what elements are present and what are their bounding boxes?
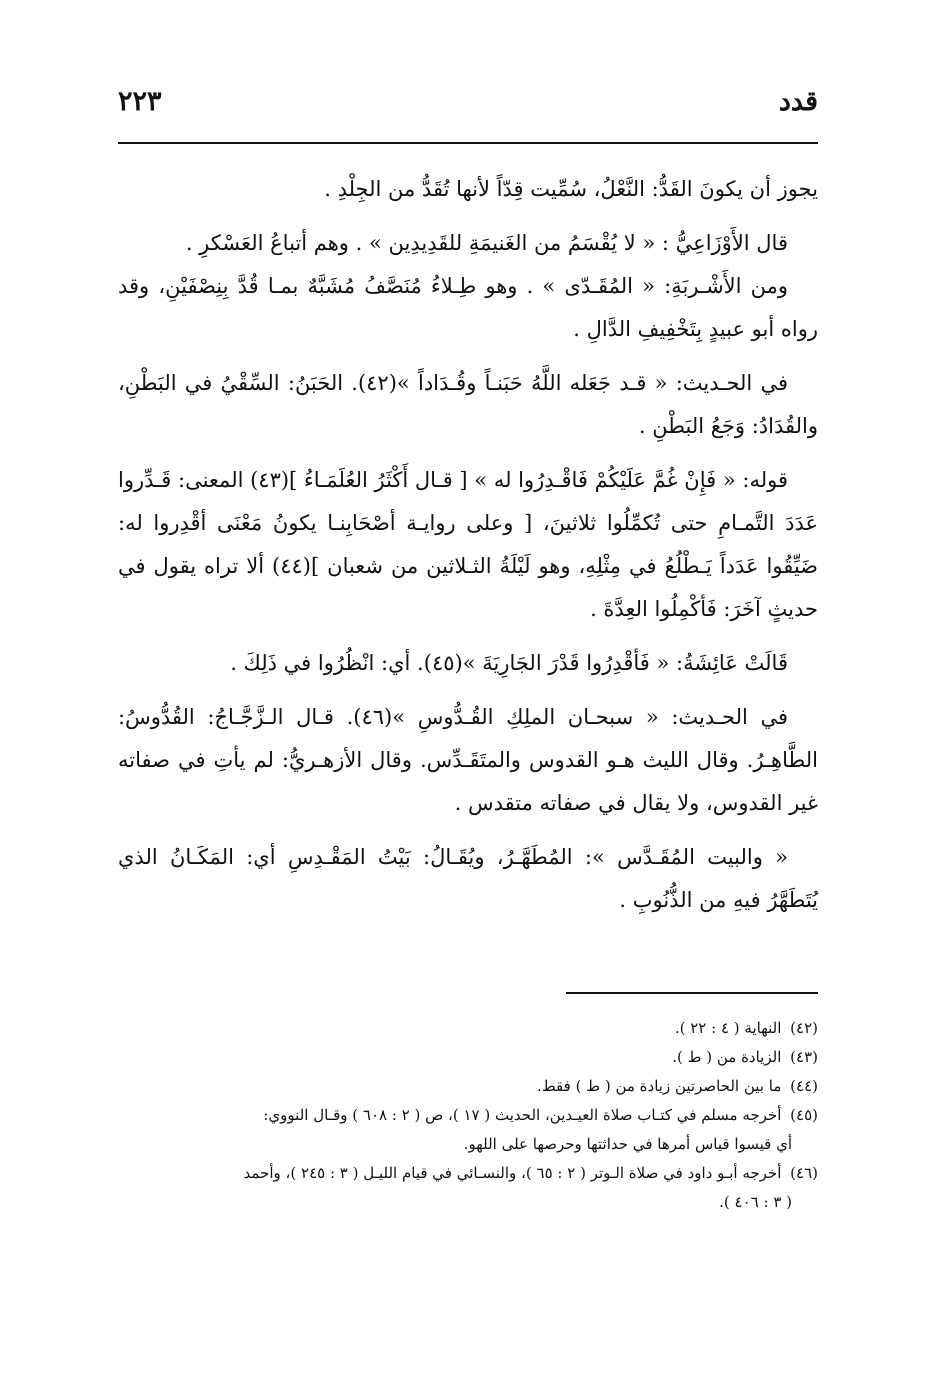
footnote [118,1101,818,1130]
main-text [118,168,818,933]
paragraph: قال الأَوْزَاعِيُّ : « لا يُقْسَمُ من الغَنيمَةِ للقَدِيدِين » . وهم أتباعُ العَسْكرِ . [185,231,788,255]
footnote-number: (٤٥) [790,1106,818,1124]
footnote-number: (٤٦) [790,1164,818,1182]
header-rule [118,142,818,144]
paragraph: قَالَتْ عَائِشَةُ: « فَأقْدِرُوا قَدْرَ الجَارِيَةَ »(٤٥). أي: انْظُرُوا في ذَلِكَ . [230,651,788,675]
footnote-text: أخرجه مسلم في كتـاب صلاة العيـدين، الحديث ( ١٧ )، ص ( ٢ : ٦٠٨ ) وقـال النووي: [263,1106,782,1124]
footnote-number: (٤٢) [790,1019,818,1037]
page-number: ٢٢٣ [118,86,162,117]
footnote [118,1043,818,1072]
footnote [118,1072,818,1101]
paragraph: « والبيت المُقَـدَّس »: المُطَهَّـرُ، ويُقَـالُ: بَيْتُ المَقْـدِسِ أي: المَكَـانُ الذي يُتَطَهَّرُ فيهِ من الذُّنُوبِ . [118,845,818,912]
footnote-number: (٤٤) [790,1077,818,1095]
paragraph: ومن الأَشْـربَةِ: « المُقَـدّى » . وهو طِـلاءُ مُنَصَّفُ مُشَبَّهٌ بمـا قُدَّ بِنِصْفَيْنِ، وقد رواه أبو عبيدٍ بِتَخْفِيفِ الدَّالِ . [118,274,818,341]
page-title: قدد [778,86,818,117]
running-head [118,86,818,126]
paragraph: في الحـديث: « قـد جَعَله اللَّهُ حَبَنـاً وقُـدَاداً »(٤٢). الحَبَنُ: السِّقْيُ في البَطْنِ، والقُدَادُ: وَجَعُ البَطْنِ . [118,371,818,438]
paragraph: في الحـديث: « سبحـان الملِكِ القُـدُّوسِ »(٤٦). قـال الـزَّجَّـاجُ: القُدُّوسُ: الطَّاهِـرُ. وقال الليث هـو القدوس والمتَقَـدِّس. وقال الأزهـريُّ: لم يأتِ في صفاته غير القدوس، ولا يقال في صفاته متقدس . [118,705,818,815]
footnote-continuation: أي قيسوا قياس أمرها في حداثتها وحرصها على اللهو. [463,1135,792,1153]
paragraph: يجوز أن يكونَ القَدُّ: النَّعْلُ، سُمِّيت قِدّاً لأنها تُقَدُّ من الجِلْدِ . [324,177,818,201]
footnote-continuation: ( ٣ : ٤٠٦ ). [719,1193,792,1211]
footnote-text: النهاية ( ٤ : ٢٢ ). [674,1019,782,1037]
paragraph: قوله: « فَإِنْ غُمَّ عَلَيْكُمْ فَاقْـدِرُوا له » [ قـال أَكْثَرُ العُلَمَـاءُ ](٤٣) المعنى: قَـدِّروا عَدَدَ التَّمـامِ حتى تُكمِّلُوا ثلاثينَ، [ وعلى روايـة أصْحَابِنـا يكونُ مَعْنَى أقْدِروا له: ضَيِّقُوا عَدَداً يَـطْلُعُ في مِثْلِهِ، وهو لَيْلَةُ الثـلاثين من شعبان ](٤٤) ألا تراه يقول في حديثٍ آخَرَ: فَأكْمِلُوا العِدَّةَ . [118,468,819,621]
footnote-rule [566,992,818,994]
footnote [118,1159,818,1188]
footnote-number: (٤٣) [790,1048,818,1066]
footnote-text: ما بين الحاصرتين زيادة من ( ط ) فقط. [537,1077,782,1095]
footnotes [118,1014,818,1217]
footnote-text: أخرجه أبـو داود في صلاة الـوتر ( ٢ : ٦٥ )، والنسـائي في قيام الليـل ( ٣ : ٢٤٥ )، وأحمد [243,1164,782,1182]
footnote-text: الزيادة من ( ط ). [672,1048,782,1066]
footnote [118,1014,818,1043]
